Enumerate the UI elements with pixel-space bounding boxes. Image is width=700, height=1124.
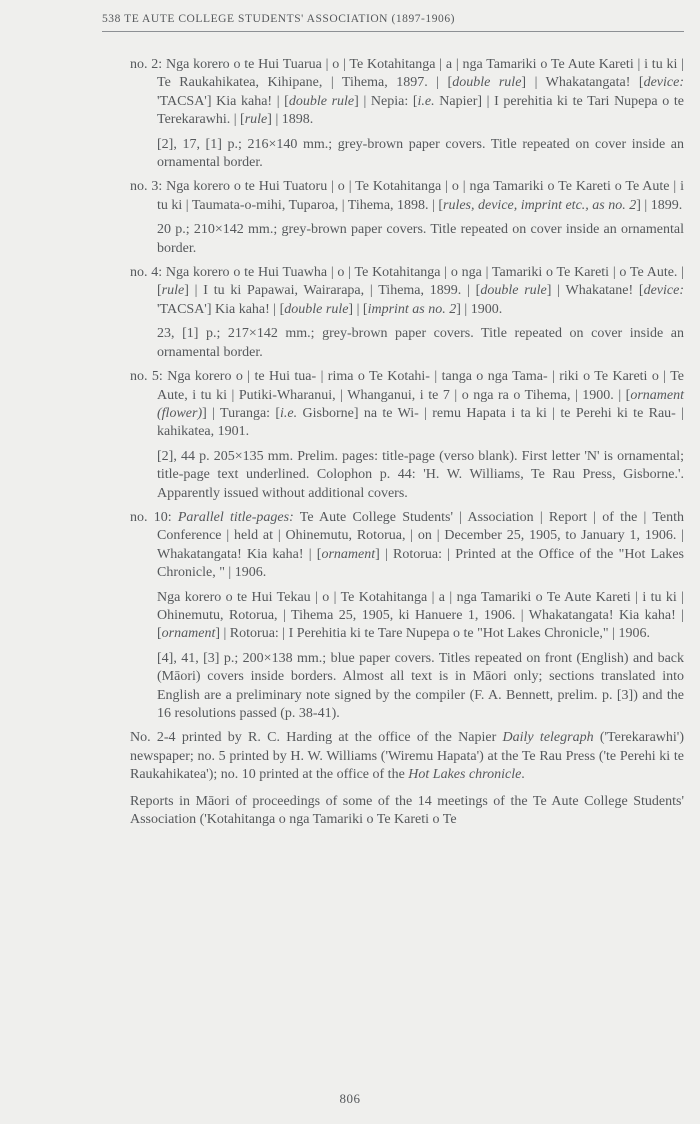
entry-description: [2], 44 p. 205×135 mm. Prelim. pages: title-page (verso blank). First letter 'N' is ornamental; title-page text underlined. Colophon p. 44: 'H. W. Williams, Te Rau Press, Gisborne.'. Apparently issued without additional covers.	[157, 448, 684, 501]
entry-no-3	[130, 178, 684, 258]
entry-title: no. 3: Nga korero o te Hui Tuatoru | o | Te Kotahitanga | o | nga Tamariki o Te Kareti o Te Aute | i tu ki | Taumata-o-mihi, Tuparoa, | Tihema, 1898. | [rules, device, imprint etc., as no. 2] | 1899.	[130, 179, 684, 213]
printing-note: No. 2-4 printed by R. C. Harding at the office of the Napier Daily telegraph ('Terekarawhi') newspaper; no. 5 printed by H. W. Williams ('Wiremu Hapata') at the Te Rau Press ('te Perehi ki te Raukahikatea'); no. 10 printed at the office of the Hot Lakes chronicle.	[130, 730, 684, 783]
entry-title: no. 5: Nga korero o | te Hui tua- | rima o Te Kotahi- | tanga o nga Tama- | riki o Te Kareti o | Te Aute, i tu ki | Putiki-Wharanui, | Whanganui, i te 7 | o nga ra o Tihema, | 1900. | [ornament (flower)] | Turanga: [i.e. Gisborne] na te Wi- | remu Hapata i ta ki | te Perehi ki te Rau- | kahikatea, 1901.	[130, 369, 684, 440]
entry-title: no. 4: Nga korero o te Hui Tuawha | o | Te Kotahitanga | o nga | Tamariki o Te Kareti | o Te Aute. | [rule] | I tu ki Papawai, Wairarapa, | Tihema, 1899. | [double rule] | Whakatane! [device: 'TACSA'] Kia kaha! | [double rule] | [imprint as no. 2] | 1900.	[130, 265, 684, 317]
bibliography-content	[130, 56, 684, 837]
running-header: 538 TE AUTE COLLEGE STUDENTS' ASSOCIATION (1897-1906)	[102, 13, 684, 32]
entry-parallel-title: Nga korero o te Hui Tekau | o | Te Kotahitanga | a | nga Tamariki o Te Aute Kareti | i tu ki | Ohinemutu, Rotorua, | Tihema 25, 1905, ki Hanuere 1, 1906. | Whakatangata! Kia kaha! | [ornament] | Rotorua: | I Perehitia ki te Tare Nupepa o te "Hot Lakes Chronicle," | 1906.	[157, 589, 684, 642]
page-number: 806	[339, 1091, 361, 1106]
entry-description: [4], 41, [3] p.; 200×138 mm.; blue paper covers. Titles repeated on front (English) and back (Māori) covers inside borders. Almost all text is in Māori only; sections translated into English are a preliminary note signed by the compiler (F. A. Bennett, prelim. p. [3]) and the 16 resolutions passed (p. 38-41).	[157, 650, 684, 721]
entry-description: 20 p.; 210×142 mm.; grey-brown paper covers. Title repeated on cover inside an ornamental border.	[157, 222, 684, 256]
entry-no-10	[130, 509, 684, 723]
entry-title: no. 2: Nga korero o te Hui Tuarua | o | Te Kotahitanga | a | nga Tamariki o Te Aute Kareti | i tu ki | Te Raukahikatea, Kihipane, | Tihema, 1897. | [double rule] | Whakatangata! [device: 'TACSA'] Kia kaha! | [double rule] | Nepia: [i.e. Napier] | I perehitia ki te Tari Nupepa o te Terekarawhi. | [rule] | 1898.	[130, 57, 685, 128]
entry-no-2	[130, 56, 684, 172]
entry-description: [2], 17, [1] p.; 216×140 mm.; grey-brown paper covers. Title repeated on cover inside an ornamental border.	[157, 136, 684, 171]
entry-no-4	[130, 264, 684, 362]
entry-title: no. 10: Parallel title-pages: Te Aute College Students' | Association | Report | of the | Tenth Conference | held at | Ohinemutu, Rotorua, | on | December 25, 1905, to January 1, 1906. | Whakatangata! Kia kaha! | [ornament] | Rotorua: | Printed at the Office of the "Hot Lakes Chronicle, " | 1906.	[130, 509, 684, 581]
reports-note: Reports in Māori of proceedings of some of the 14 meetings of the Te Aute College Students' Association ('Kotahitanga o nga Tamariki o Te Kareti o Te	[130, 793, 684, 828]
entry-no-5	[130, 368, 684, 503]
entry-description: 23, [1] p.; 217×142 mm.; grey-brown paper covers. Title repeated on cover inside an ornamental border.	[157, 326, 684, 360]
